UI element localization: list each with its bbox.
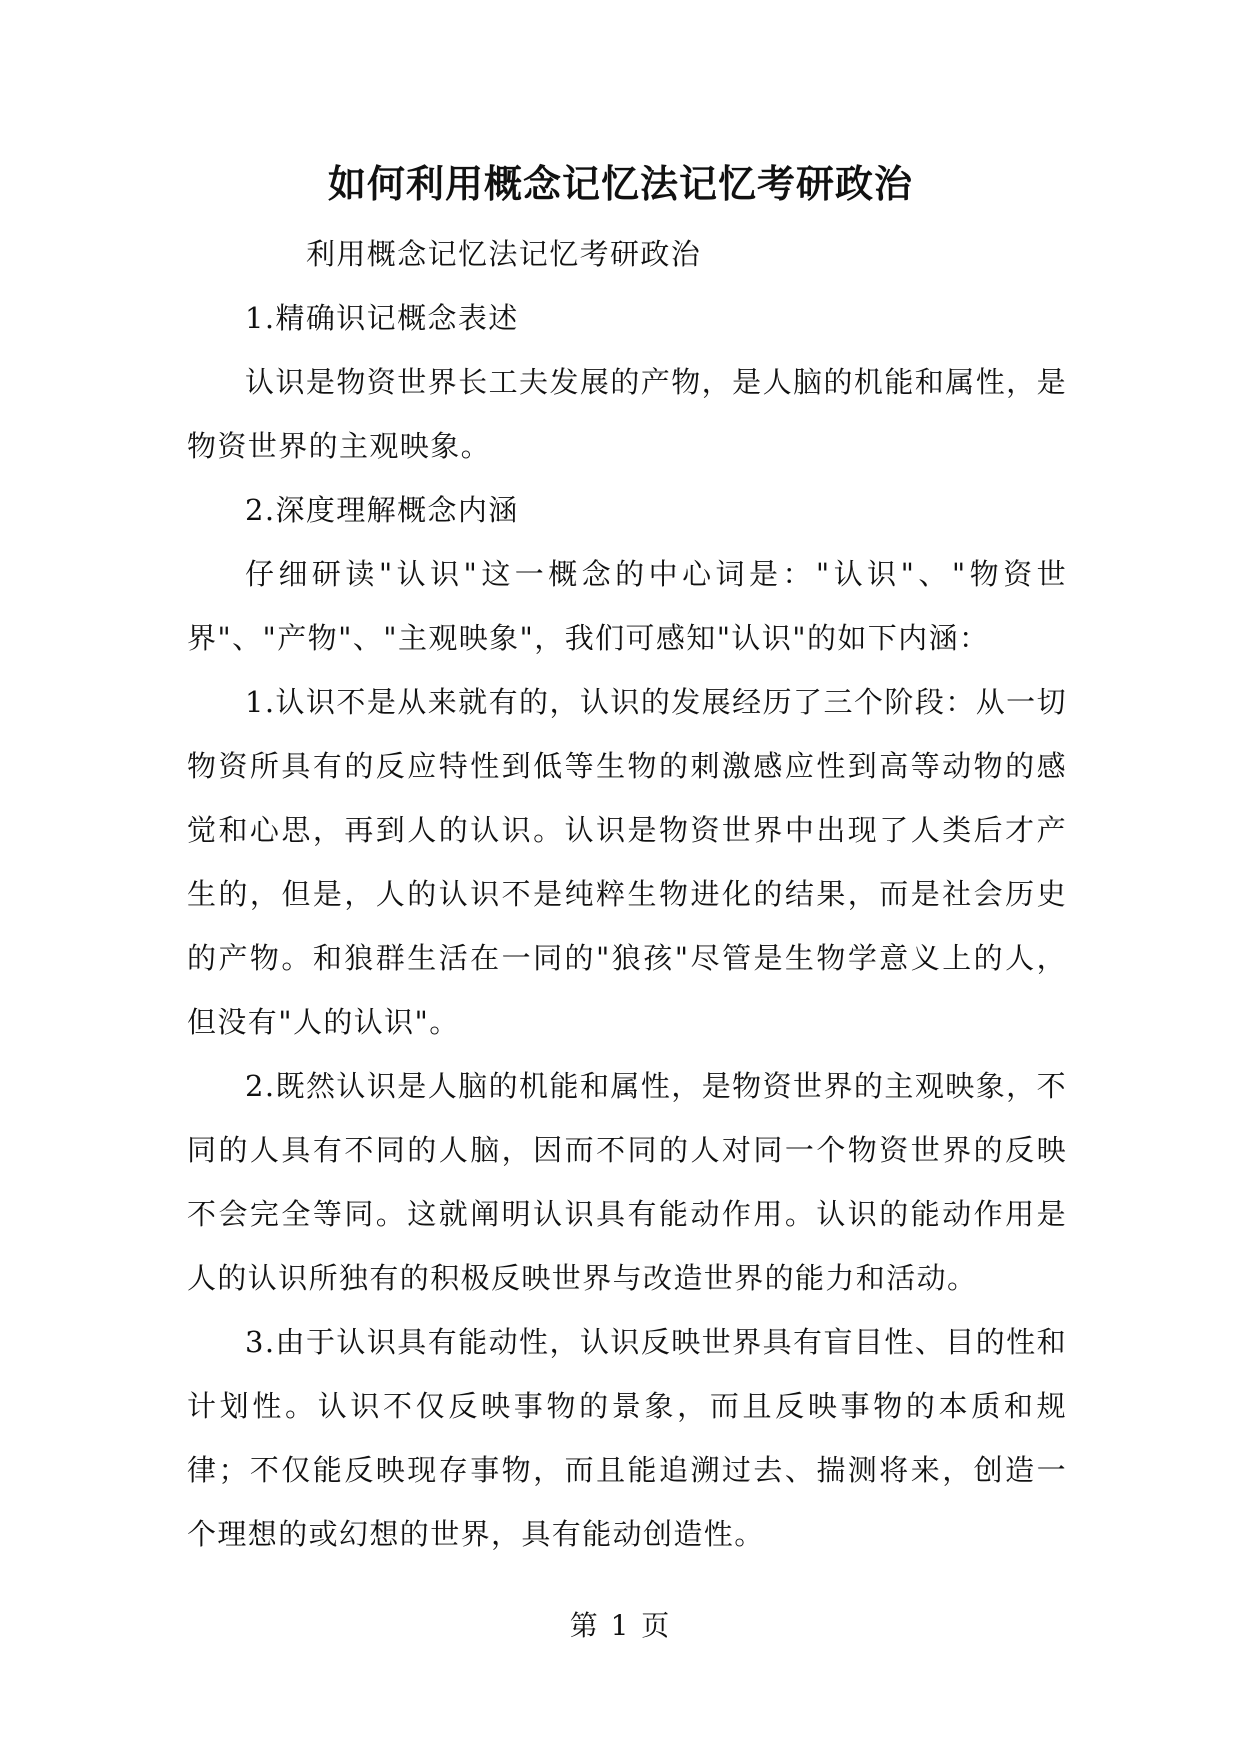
point-2-paragraph: 2.既然认识是人脑的机能和属性，是物资世界的主观映象，不同的人具有不同的人脑，因而不同的人对同一个物资世界的反映不会完全等同。这就阐明认识具有能动作用。认识的能动作用是人的认识所独有的积极反映世界与改造世界的能力和活动。: [187, 1069, 1067, 1295]
point-3-paragraph: 3.由于认识具有能动性，认识反映世界具有盲目性、目的性和计划性。认识不仅反映事物的景象，而且反映事物的本质和规律；不仅能反映现存事物，而且能追溯过去、揣测将来，创造一个理想的或幻想的世界，具有能动创造性。: [187, 1325, 1067, 1551]
subtitle-paragraph: 利用概念记忆法记忆考研政治: [306, 237, 702, 271]
point-1-paragraph: 1.认识不是从来就有的，认识的发展经历了三个阶段：从一切物资所具有的反应特性到低等生物的刺激感应性到高等动物的感觉和心思，再到人的认识。认识是物资世界中出现了人类后才产生的，但是，人的认识不是纯粹生物进化的结果，而是社会历史的产物。和狼群生活在一同的"狼孩"尽管是生物学意义上的人，但没有"人的认识"。: [187, 685, 1067, 1039]
definition-paragraph: 认识是物资世界长工夫发展的产物，是人脑的机能和属性，是物资世界的主观映象。: [187, 365, 1067, 463]
section-heading-1: 1.精确识记概念表述: [245, 301, 519, 335]
analysis-intro-paragraph: 仔细研读"认识"这一概念的中心词是："认识"、"物资世界"、"产物"、"主观映象"，我们可感知"认识"的如下内涵：: [187, 557, 1067, 655]
section-heading-2: 2.深度理解概念内涵: [245, 493, 519, 527]
page-number-footer: 第 1 页: [569, 1609, 672, 1642]
document-title: 如何利用概念记忆法记忆考研政治: [327, 161, 913, 206]
document-body: [187, 222, 1067, 1566]
